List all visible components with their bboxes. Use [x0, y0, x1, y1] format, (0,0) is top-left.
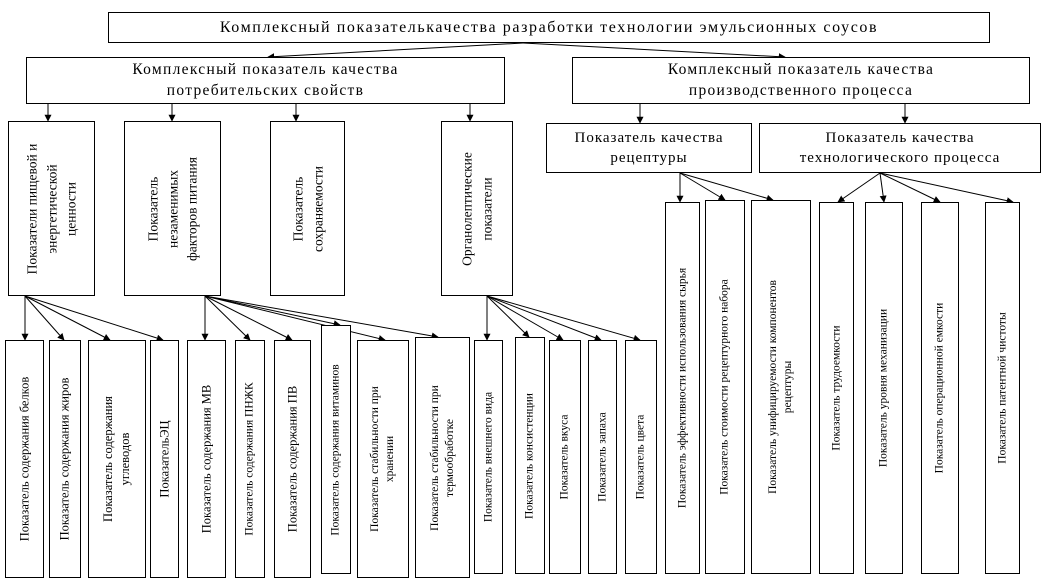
- production-process-box: [572, 57, 1030, 104]
- leaf-carbs-line1: Показатель содержания: [101, 396, 116, 522]
- leaf-smell: [588, 340, 617, 574]
- arrow-essential-storage: [205, 296, 385, 340]
- leaf-pv-text: Показатель содержания ПВ: [285, 385, 300, 533]
- arrow-organoleptic-smell: [487, 296, 601, 340]
- leaf-capacity-text: Показатель операционной емкости: [933, 302, 946, 474]
- leaf-mv-text: Показатель содержания МВ: [199, 384, 214, 534]
- production-line1: Комплексный показатель качества: [667, 60, 935, 78]
- tech-line2: технологического процесса: [799, 150, 1001, 166]
- leaf-storage-line2: хранении: [384, 435, 396, 483]
- leaf-taste: [549, 340, 581, 574]
- leaf-fats: [49, 340, 81, 578]
- leaf-carbs: [88, 340, 146, 578]
- leaf-recipe-cost: [705, 200, 745, 574]
- root-label: Комплексный показателькачества разработки технологии эмульсионных соусов: [219, 18, 879, 36]
- group-nutrition-energy: [8, 121, 95, 296]
- group-essential-factors: [124, 121, 221, 296]
- leaf-ec-text: ПоказательЭЦ: [157, 420, 172, 498]
- organoleptic-line2: показатели: [479, 176, 494, 241]
- arrow-root-production: [523, 43, 785, 57]
- organoleptic-line1: Органолептические: [459, 151, 475, 266]
- preservation-line1: Показатель: [289, 176, 305, 241]
- leaf-consistency-text: Показатель консистенции: [523, 392, 536, 519]
- leaf-raw-efficiency: [665, 202, 700, 574]
- leaf-pv: [274, 340, 311, 578]
- leaf-consistency: [515, 337, 545, 574]
- leaf-appearance-text: Показатель внешнего вида: [482, 391, 495, 523]
- leaf-pnzhk-text: Показатель содержания ПНЖК: [243, 382, 256, 536]
- essential-line3: факторов питания: [184, 156, 200, 261]
- leaf-mechanization: [865, 202, 903, 574]
- leaf-color-text: Показатель цвета: [634, 414, 647, 500]
- leaf-storage-line1: Показатель стабильности при: [369, 386, 382, 532]
- recipe-quality-box: [546, 123, 752, 173]
- leaf-storage-stability: [357, 340, 409, 578]
- arrow-recipe-cost: [680, 173, 725, 200]
- group-preservation: [270, 121, 345, 296]
- leaf-capacity: [921, 202, 959, 574]
- leaf-patent: [985, 202, 1020, 574]
- leaf-carbs-line2: углеводов: [118, 432, 132, 486]
- essential-line1: Показатель: [145, 176, 161, 241]
- consumer-line1: Комплексный показатель качества: [132, 60, 399, 78]
- leaf-pnzhk: [235, 340, 265, 578]
- production-line2: производственного процесса: [688, 81, 914, 99]
- leaf-mechanization-text: Показатель уровня механизации: [877, 308, 890, 468]
- leaf-unification-line2: рецептуры: [782, 360, 794, 414]
- leaf-raw-efficiency-text: Показатель эффективности использования сырья: [676, 267, 689, 509]
- root-complex-indicator: [108, 12, 990, 43]
- arrow-essential-vitamins: [205, 296, 340, 325]
- nutrition-line3: ценности: [63, 181, 79, 236]
- leaf-thermal-line2: термообработке: [443, 418, 456, 497]
- consumer-properties-box: [26, 57, 505, 104]
- arrow-organoleptic-taste: [487, 296, 563, 340]
- leaf-labor-text: Показатель трудоемкости: [830, 325, 843, 451]
- arrow-nutrition-fats: [25, 296, 64, 340]
- arrow-tech-patent: [880, 173, 1013, 202]
- leaf-appearance: [474, 340, 503, 574]
- arrow-tech-labor: [838, 173, 880, 202]
- group-organoleptic: [441, 121, 513, 296]
- tech-line1: Показатель качества: [825, 129, 975, 146]
- leaf-vitamins-text: Показатель содержания витаминов: [329, 363, 342, 536]
- leaf-proteins: [5, 340, 44, 578]
- leaf-patent-text: Показатель патентной чистоты: [996, 312, 1009, 464]
- leaf-thermal-line1: Показатель стабильности при: [428, 384, 441, 531]
- arrow-nutrition-ec: [25, 296, 163, 340]
- arrow-tech-mechanization: [880, 173, 884, 202]
- recipe-line2: рецептуры: [610, 150, 688, 166]
- nutrition-line2: энергетической: [43, 163, 59, 254]
- arrow-recipe-unification: [680, 173, 773, 200]
- leaf-proteins-text: Показатель содержания белков: [17, 376, 32, 542]
- arrow-nutrition-carbs: [25, 296, 110, 340]
- recipe-line1: Показатель качества: [574, 129, 724, 146]
- leaf-taste-text: Показатель вкуса: [558, 414, 571, 500]
- nutrition-line1: Показатели пищевой и: [24, 143, 40, 274]
- arrow-root-consumer: [268, 43, 523, 57]
- leaf-color: [625, 340, 657, 574]
- preservation-line2: сохраняемости: [309, 165, 325, 252]
- leaf-recipe-cost-text: Показатель стоимости рецептурного набора: [718, 279, 731, 495]
- leaf-labor: [819, 202, 854, 574]
- arrow-essential-pv: [205, 296, 292, 340]
- leaf-unification-line1: Показатель унифицируемости компонентов: [767, 280, 780, 494]
- arrow-organoleptic-consistency: [487, 296, 529, 337]
- leaf-unification: [751, 200, 811, 574]
- leaf-mv: [187, 340, 226, 578]
- leaf-fats-text: Показатель содержания жиров: [57, 377, 72, 541]
- tech-process-quality-box: [759, 123, 1041, 173]
- leaf-vitamins: [321, 325, 351, 574]
- leaf-smell-text: Показатель запаха: [596, 412, 609, 502]
- leaf-ec: [150, 340, 179, 578]
- arrow-organoleptic-color: [487, 296, 640, 340]
- arrow-tech-capacity: [880, 173, 940, 202]
- arrow-essential-pnzhk: [205, 296, 250, 340]
- essential-line2: незаменимых: [164, 169, 180, 248]
- consumer-line2: потребительских свойств: [166, 81, 365, 99]
- leaf-thermal-stability: [415, 337, 470, 578]
